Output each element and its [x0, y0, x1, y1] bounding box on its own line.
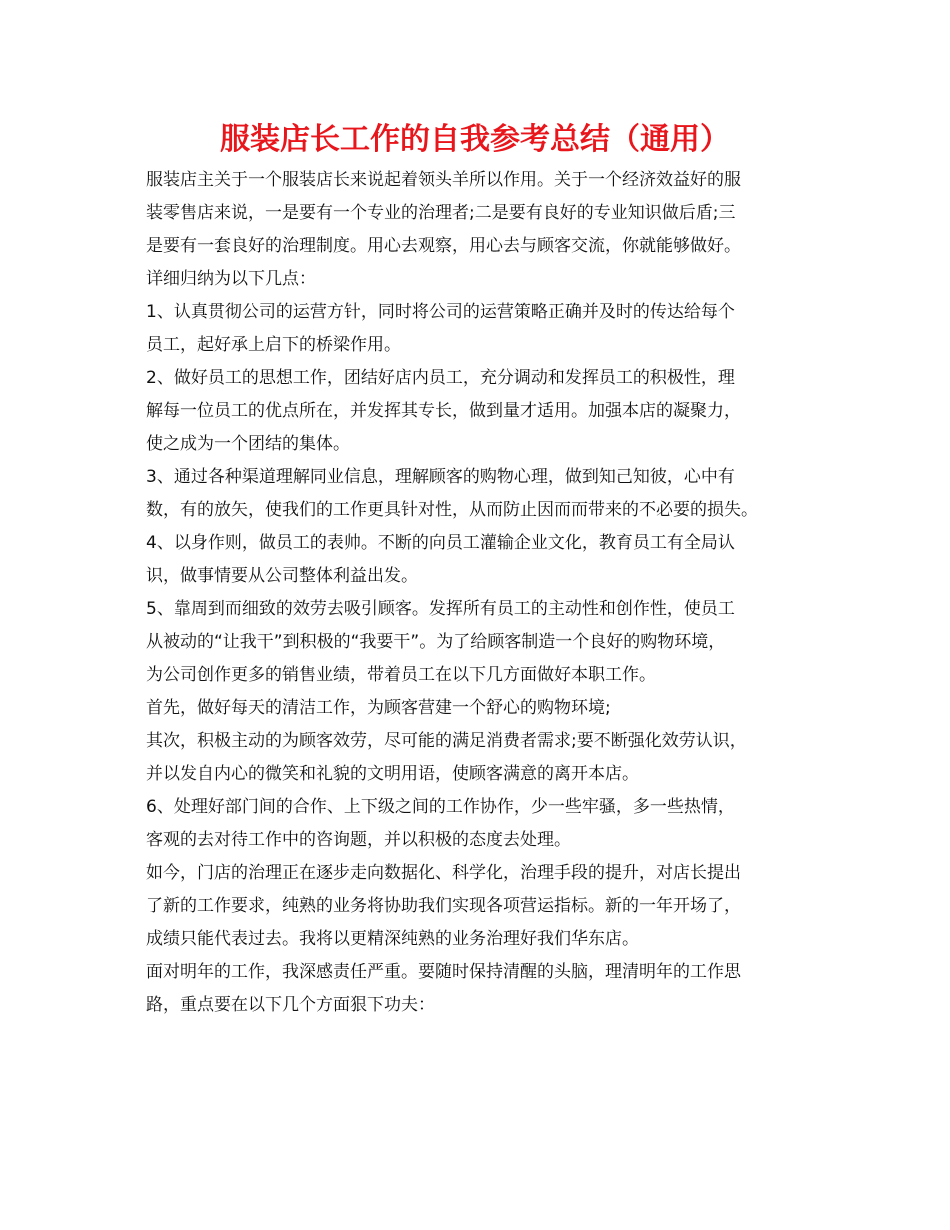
text-line: 路，重点要在以下几个方面狠下功夫：	[146, 995, 435, 1015]
text-line: 面对明年的工作，我深感责任严重。要随时保持清醒的头脑，理清明年的工作思	[146, 962, 741, 982]
text-line: 1、认真贯彻公司的运营方针，同时将公司的运营策略正确并及时的传达给每个	[146, 302, 735, 322]
text-line: 详细归纳为以下几点：	[146, 269, 316, 289]
text-line: 5、靠周到而细致的效劳去吸引顾客。发挥所有员工的主动性和创作性，使员工	[146, 599, 735, 619]
text-line: 是要有一套良好的治理制度。用心去观察，用心去与顾客交流，你就能够做好。	[146, 236, 741, 256]
text-line: 服装店主关于一个服装店长来说起着领头羊所以作用。关于一个经济效益好的服	[146, 170, 741, 190]
text-line: 2、做好员工的思想工作，团结好店内员工，充分调动和发挥员工的积极性，理	[146, 368, 735, 388]
text-line: 客观的去对待工作中的咨询题，并以积极的态度去处理。	[146, 830, 571, 850]
text-line: 了新的工作要求，纯熟的业务将协助我们实现各项营运指标。新的一年开场了，	[146, 896, 741, 916]
text-line: 数，有的放矢，使我们的工作更具针对性，从而防止因而而带来的不必要的损失。	[146, 500, 758, 520]
text-line: 装零售店来说，一是要有一个专业的治理者;二是要有良好的专业知识做后盾;三	[146, 203, 736, 223]
text-line: 为公司创作更多的销售业绩，带着员工在以下几方面做好本职工作。	[146, 665, 656, 685]
document-title: 服装店长工作的自我参考总结（通用）	[220, 122, 730, 157]
text-line: 识，做事情要从公司整体利益出发。	[146, 566, 418, 586]
text-line: 并以发自内心的微笑和礼貌的文明用语，使顾客满意的离开本店。	[146, 764, 639, 784]
text-line: 从被动的“让我干”到积极的“我要干”。为了给顾客制造一个良好的购物环境，	[146, 632, 726, 652]
text-line: 首先，做好每天的清洁工作，为顾客营建一个舒心的购物环境;	[146, 698, 611, 718]
text-line: 成绩只能代表过去。我将以更精深纯熟的业务治理好我们华东店。	[146, 929, 639, 949]
text-line: 6、处理好部门间的合作、上下级之间的工作协作，少一些牢骚，多一些热情，	[146, 797, 735, 817]
text-line: 4、以身作则，做员工的表帅。不断的向员工灌输企业文化，教育员工有全局认	[146, 533, 735, 553]
text-line: 3、通过各种渠道理解同业信息，理解顾客的购物心理，做到知己知彼，心中有	[146, 467, 735, 487]
text-line: 如今，门店的治理正在逐步走向数据化、科学化，治理手段的提升，对店长提出	[146, 863, 741, 883]
text-line: 使之成为一个团结的集体。	[146, 434, 350, 454]
text-line: 解每一位员工的优点所在，并发挥其专长，做到量才适用。加强本店的凝聚力，	[146, 401, 741, 421]
text-line: 其次，积极主动的为顾客效劳，尽可能的满足消费者需求;要不断强化效劳认识，	[146, 731, 747, 751]
text-line: 员工，起好承上启下的桥梁作用。	[146, 335, 401, 355]
document-body	[146, 164, 826, 1022]
